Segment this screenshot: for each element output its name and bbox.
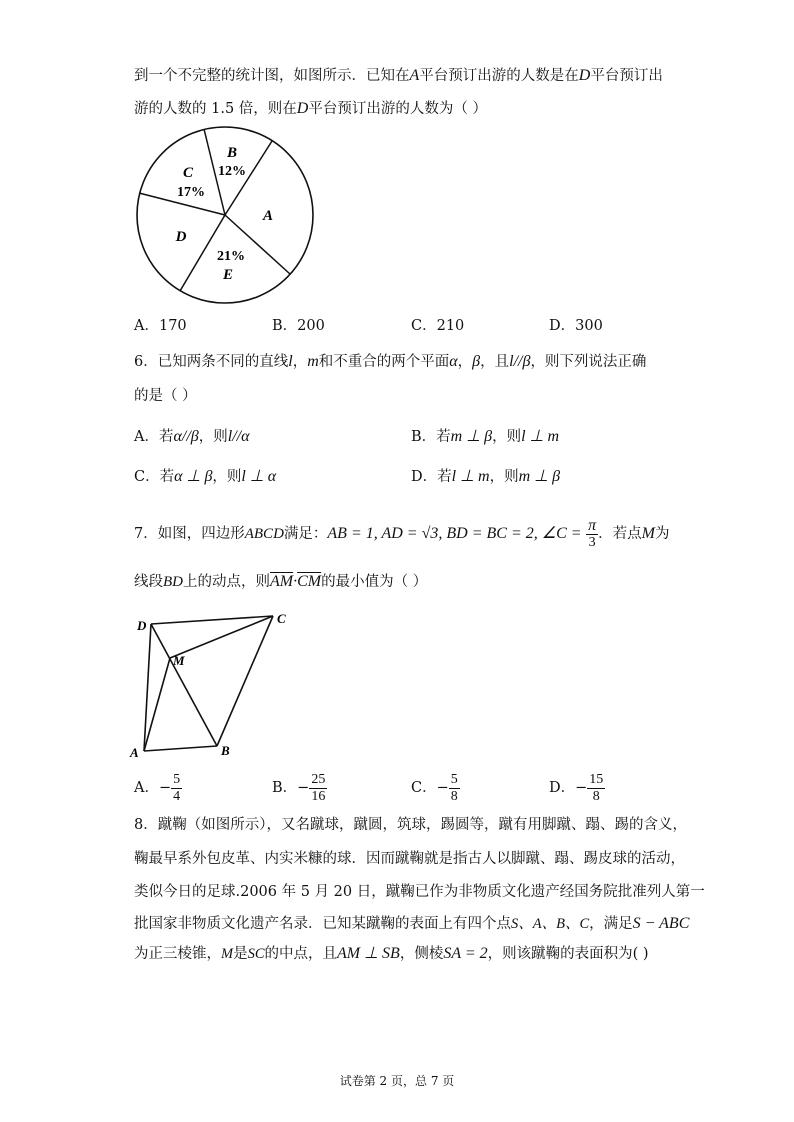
math-pyramid: S − ABC xyxy=(632,915,690,932)
text: ， xyxy=(292,354,308,370)
math-SC: SC xyxy=(247,946,265,962)
text: A．若 xyxy=(134,429,174,445)
text: − xyxy=(575,780,588,796)
q5-option-d[interactable]: D．300 xyxy=(549,318,603,334)
text: 为正三棱锥， xyxy=(134,946,221,962)
text: ，则该蹴鞠的表面积为( ) xyxy=(487,946,649,962)
edge-AB xyxy=(144,746,217,751)
q7-option-a[interactable] xyxy=(134,771,182,805)
math-l: l xyxy=(288,353,293,370)
frac-num: 5 xyxy=(173,771,181,787)
vertex-label-A: A xyxy=(130,745,139,760)
frac-den: 8 xyxy=(592,788,600,804)
text: B．若 xyxy=(411,429,451,445)
q7-line-2 xyxy=(134,572,427,592)
math-alpha: α xyxy=(449,353,458,370)
text: ，则 xyxy=(492,429,522,445)
point-label-M: M xyxy=(173,653,185,668)
math-dot: · xyxy=(293,573,298,590)
q8-line-4 xyxy=(134,914,689,934)
frac-den: 4 xyxy=(173,788,181,804)
text: C． xyxy=(411,780,437,796)
text: ，侧棱 xyxy=(399,946,444,962)
q8-line-1: 8．蹴鞠（如图所示），又名蹴球，蹴圆，筑球，踢圆等，蹴有用脚蹴、蹋、踢的含义， xyxy=(134,817,687,833)
text: 批国家非物质文化遗产名录．已知某蹴鞠的表面上有四个点 xyxy=(134,916,511,932)
q6-option-d[interactable] xyxy=(411,467,560,487)
math-SA: SA = 2 xyxy=(443,945,488,962)
q6-option-c[interactable] xyxy=(134,467,276,487)
math: α//β xyxy=(173,428,199,445)
math: α ⊥ β xyxy=(174,468,213,485)
frac-den: 3 xyxy=(588,534,596,550)
frac-den: 8 xyxy=(450,788,458,804)
vector-AM: $\overline{AM}$ xyxy=(270,573,294,590)
text: 和不重合的两个平面 xyxy=(318,354,450,370)
text: ，则 xyxy=(212,469,242,485)
pie-pct-C: 17% xyxy=(177,185,205,200)
math-D: D xyxy=(296,100,309,117)
q6-line-2: 的是（ ） xyxy=(134,388,197,404)
pie-label-C: C xyxy=(182,165,194,181)
text: C．若 xyxy=(134,469,175,485)
frac-den: 16 xyxy=(311,788,326,804)
math-m: m xyxy=(307,353,319,370)
text: ， xyxy=(457,354,473,370)
frac-num: 25 xyxy=(311,771,326,787)
q6-option-b[interactable] xyxy=(411,427,559,447)
math: l ⊥ m xyxy=(451,468,490,485)
q8-line-5 xyxy=(134,944,649,964)
math: l ⊥ α xyxy=(241,468,277,485)
vector-CM: $\overline{CM}$ xyxy=(297,573,322,590)
q5-option-b[interactable]: B．200 xyxy=(272,318,325,334)
fraction xyxy=(309,772,327,805)
q8-line-2: 鞠最早系外包皮革、内实米糠的球．因而蹴鞠就是指古人以脚蹴、蹋、踢皮球的活动， xyxy=(134,851,685,867)
q5-option-a[interactable]: A．170 xyxy=(134,318,187,334)
math-condition: l//β xyxy=(509,353,531,370)
math-D: D xyxy=(578,67,591,84)
q5-option-c[interactable]: C．210 xyxy=(411,318,465,334)
math-M: M xyxy=(641,525,655,542)
text: 为 xyxy=(655,526,670,542)
math-condition: AB = 1, AD = √3, BD = BC = 2, ∠C = xyxy=(327,525,582,542)
text: 到一个不完整的统计图，如图所示．已知在 xyxy=(134,68,410,84)
q7-option-c[interactable] xyxy=(411,771,460,805)
text: 上的动点，则 xyxy=(183,574,270,590)
text: 满足： xyxy=(283,526,328,542)
fraction xyxy=(171,772,182,805)
text: − xyxy=(436,780,449,796)
text: − xyxy=(158,780,172,796)
frac-num: 5 xyxy=(450,771,458,787)
q5-line-1 xyxy=(134,66,663,86)
text: 线段 xyxy=(134,574,163,590)
text: ，满足 xyxy=(589,916,633,932)
pie-pct-E: 21% xyxy=(217,249,245,264)
math: l//α xyxy=(227,428,250,445)
vertex-label-C: C xyxy=(277,611,286,626)
pie-label-D: D xyxy=(175,229,187,245)
math-A: A xyxy=(409,67,420,84)
q6-option-a[interactable] xyxy=(134,427,249,447)
text: ．若点 xyxy=(598,526,642,542)
vertex-label-B: B xyxy=(221,743,230,758)
text: 平台预订出 xyxy=(590,68,663,84)
math: m ⊥ β xyxy=(518,468,561,485)
math-quad: ABCD xyxy=(244,526,284,542)
page-footer: 试卷第 2 页，总 7 页 xyxy=(339,1074,455,1088)
math-BD: BD xyxy=(163,574,183,590)
text: ，且 xyxy=(480,354,510,370)
text: D．若 xyxy=(411,469,452,485)
text: A． xyxy=(134,780,159,796)
pie-chart-figure xyxy=(130,124,320,308)
math-condition: AM ⊥ SB xyxy=(337,945,400,962)
pie-label-A: A xyxy=(262,208,274,224)
frac-num: 15 xyxy=(589,771,604,787)
text: ，则 xyxy=(198,429,228,445)
pie-divider-a-e xyxy=(225,215,290,274)
text: 6．已知两条不同的直线 xyxy=(134,354,289,370)
q7-option-b[interactable] xyxy=(272,771,327,805)
q7-option-d[interactable] xyxy=(549,771,605,805)
text: ，则 xyxy=(489,469,519,485)
pie-label-E: E xyxy=(222,267,234,283)
math: l ⊥ m xyxy=(521,428,560,445)
math-M: M xyxy=(221,946,234,962)
text: 是 xyxy=(233,946,248,962)
text: 平台预订出游的人数为（ ） xyxy=(308,101,487,117)
quadrilateral-figure xyxy=(128,608,298,760)
text: 7．如图，四边形 xyxy=(134,526,245,542)
fraction xyxy=(449,772,460,805)
q7-line-1 xyxy=(134,514,670,554)
text: 的最小值为（ ） xyxy=(321,574,428,590)
text: D． xyxy=(549,780,576,796)
vertex-label-D: D xyxy=(137,618,147,633)
pie-pct-B: 12% xyxy=(218,164,246,179)
text: B． xyxy=(272,780,298,796)
q8-line-3: 类似今日的足球.2006 年 5 月 20 日，蹴鞠已作为非物质文化遗产经国务院批准列人第一 xyxy=(134,884,705,900)
math-points: S、A、B、C xyxy=(511,916,590,932)
q5-line-2 xyxy=(134,99,487,119)
math-beta: β xyxy=(472,353,481,370)
text: 平台预订出游的人数是在 xyxy=(419,68,579,84)
pie-label-B: B xyxy=(226,145,238,161)
frac-num: π xyxy=(588,516,597,534)
text: ，则下列说法正确 xyxy=(530,354,647,370)
q6-line-1 xyxy=(134,352,646,372)
text: 的中点，且 xyxy=(264,946,338,962)
text: − xyxy=(297,780,310,796)
math: m ⊥ β xyxy=(450,428,493,445)
fraction-pi-over-3 xyxy=(586,518,598,551)
fraction xyxy=(587,772,605,805)
text: 游的人数的 1.5 倍，则在 xyxy=(134,101,297,117)
